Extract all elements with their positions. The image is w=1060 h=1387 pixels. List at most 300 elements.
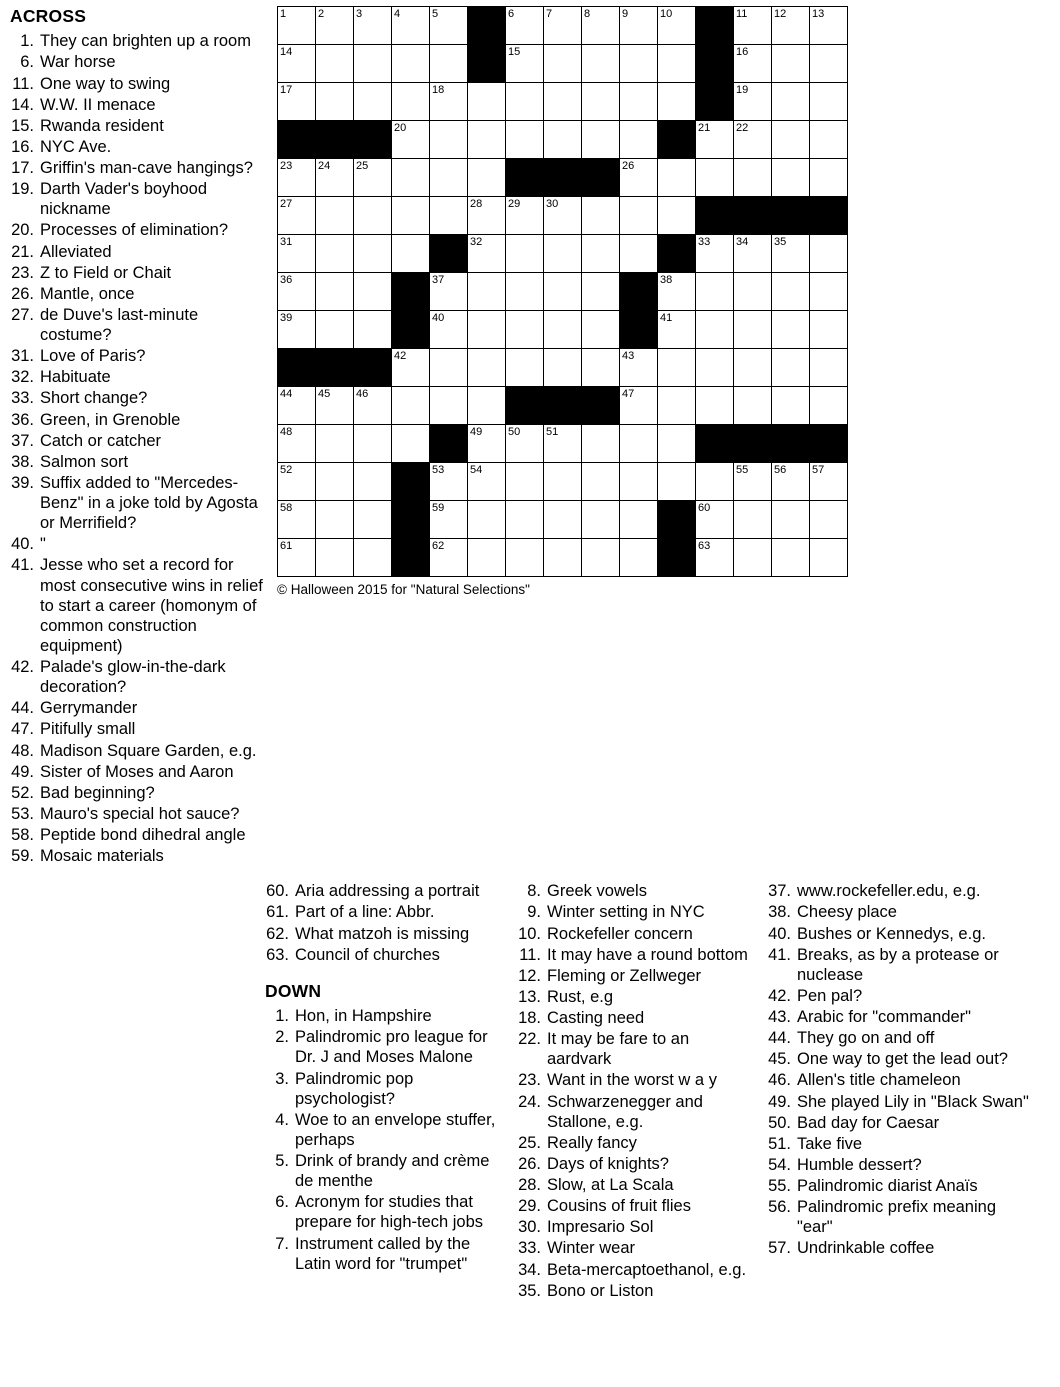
grid-cell[interactable] [316, 159, 354, 197]
clue-number: 26. [11, 284, 34, 303]
grid-cell[interactable] [696, 235, 734, 273]
grid-block-cell [430, 425, 468, 463]
grid-cell[interactable] [468, 311, 506, 349]
grid-cell[interactable] [772, 7, 810, 45]
grid-cell[interactable] [430, 539, 468, 577]
grid-cell-number: 52 [280, 464, 293, 476]
clue-item[interactable] [767, 1028, 1035, 1048]
grid-cell[interactable] [316, 501, 354, 539]
clue-item[interactable] [10, 263, 265, 283]
grid-cell[interactable] [506, 425, 544, 463]
grid-cell[interactable] [430, 463, 468, 501]
clue-item[interactable] [10, 179, 265, 219]
grid-cell[interactable] [620, 121, 658, 159]
grid-cell[interactable] [468, 501, 506, 539]
grid-cell[interactable] [696, 159, 734, 197]
grid-cell[interactable] [582, 7, 620, 45]
clue-item[interactable] [265, 1192, 503, 1232]
grid-cell[interactable] [772, 45, 810, 83]
grid-cell[interactable] [278, 501, 316, 539]
grid-cell[interactable] [392, 45, 430, 83]
clue-text: Habituate [40, 368, 111, 387]
grid-cell[interactable] [582, 45, 620, 83]
grid-cell[interactable] [392, 83, 430, 121]
grid-cell[interactable] [468, 197, 506, 235]
grid-cell[interactable] [392, 235, 430, 273]
grid-cell[interactable] [658, 311, 696, 349]
grid-cell-number: 60 [698, 502, 711, 514]
grid-cell[interactable] [582, 425, 620, 463]
clue-item[interactable] [767, 881, 1035, 901]
grid-cell[interactable] [620, 349, 658, 387]
grid-cell[interactable] [772, 463, 810, 501]
grid-cell[interactable] [430, 349, 468, 387]
grid-cell[interactable] [354, 311, 392, 349]
grid-cell[interactable] [430, 197, 468, 235]
clue-item[interactable] [265, 1027, 503, 1067]
grid-cell[interactable] [316, 539, 354, 577]
grid-cell[interactable] [772, 273, 810, 311]
clue-item[interactable] [265, 1069, 503, 1109]
grid-cell[interactable] [582, 349, 620, 387]
clue-item[interactable] [767, 1134, 1035, 1154]
grid-cell[interactable] [430, 273, 468, 311]
grid-cell[interactable] [658, 197, 696, 235]
grid-cell[interactable] [468, 159, 506, 197]
clue-item[interactable] [10, 346, 265, 366]
clue-item[interactable] [10, 388, 265, 408]
grid-cell[interactable] [468, 235, 506, 273]
grid-row [278, 83, 848, 121]
grid-cell[interactable] [316, 235, 354, 273]
grid-cell[interactable] [278, 7, 316, 45]
grid-cell[interactable] [316, 425, 354, 463]
grid-cell[interactable] [278, 463, 316, 501]
grid-cell[interactable] [696, 311, 734, 349]
clue-item[interactable] [10, 410, 265, 430]
clue-text: They can brighten up a room [40, 32, 251, 51]
grid-cell[interactable] [506, 235, 544, 273]
grid-cell[interactable] [316, 387, 354, 425]
grid-cell[interactable] [620, 7, 658, 45]
clue-item[interactable] [767, 1155, 1035, 1175]
grid-cell[interactable] [658, 425, 696, 463]
clue-item[interactable] [767, 1007, 1035, 1027]
grid-cell[interactable] [392, 121, 430, 159]
grid-cell[interactable] [430, 501, 468, 539]
clue-number: 42. [768, 986, 791, 1005]
clue-number: 27. [11, 305, 34, 324]
grid-cell[interactable] [620, 501, 658, 539]
clue-item[interactable] [517, 987, 753, 1007]
clue-item[interactable] [10, 846, 265, 866]
grid-cell[interactable] [810, 121, 848, 159]
clue-item[interactable] [517, 902, 753, 922]
clue-item[interactable] [767, 945, 1035, 985]
grid-cell[interactable] [696, 349, 734, 387]
clue-text: Rwanda resident [40, 116, 164, 135]
grid-cell[interactable] [430, 121, 468, 159]
grid-cell[interactable] [620, 83, 658, 121]
clue-item[interactable] [517, 1238, 753, 1258]
grid-cell[interactable] [392, 7, 430, 45]
grid-cell[interactable] [544, 349, 582, 387]
grid-cell[interactable] [392, 197, 430, 235]
grid-cell[interactable] [468, 425, 506, 463]
grid-cell[interactable] [772, 159, 810, 197]
clue-item[interactable] [767, 1113, 1035, 1133]
clue-item[interactable] [517, 1029, 753, 1069]
clue-item[interactable] [10, 431, 265, 451]
grid-cell[interactable] [506, 463, 544, 501]
grid-cell[interactable] [734, 7, 772, 45]
grid-cell[interactable] [772, 539, 810, 577]
grid-cell[interactable] [810, 501, 848, 539]
clue-text: Rust, e.g [547, 987, 614, 1006]
grid-cell[interactable] [734, 501, 772, 539]
grid-cell[interactable] [316, 197, 354, 235]
grid-cell[interactable] [658, 159, 696, 197]
grid-cell[interactable] [354, 425, 392, 463]
clue-item[interactable] [10, 762, 265, 782]
grid-cell[interactable] [354, 235, 392, 273]
grid-cell[interactable] [354, 159, 392, 197]
clue-item[interactable] [10, 555, 265, 656]
clue-item[interactable] [517, 1260, 753, 1280]
clue-item[interactable] [265, 945, 503, 965]
grid-cell[interactable] [506, 273, 544, 311]
grid-cell[interactable] [506, 311, 544, 349]
clue-item[interactable] [517, 924, 753, 944]
grid-cell[interactable] [772, 349, 810, 387]
clue-item[interactable] [265, 1234, 503, 1274]
clue-item[interactable] [10, 473, 265, 533]
grid-cell[interactable] [430, 311, 468, 349]
clue-item[interactable] [10, 698, 265, 718]
grid-cell-number: 10 [660, 8, 673, 20]
grid-block-cell [772, 425, 810, 463]
grid-cell[interactable] [278, 539, 316, 577]
clue-item[interactable] [767, 986, 1035, 1006]
grid-cell[interactable] [316, 273, 354, 311]
grid-cell[interactable] [658, 349, 696, 387]
grid-cell[interactable] [772, 121, 810, 159]
grid-cell[interactable] [810, 235, 848, 273]
grid-cell[interactable] [544, 45, 582, 83]
grid-cell[interactable] [468, 83, 506, 121]
clue-item[interactable] [10, 783, 265, 803]
grid-cell[interactable] [544, 539, 582, 577]
grid-cell[interactable] [392, 349, 430, 387]
grid-cell[interactable] [658, 273, 696, 311]
clue-item[interactable] [10, 74, 265, 94]
grid-cell[interactable] [354, 273, 392, 311]
clue-text: Sister of Moses and Aaron [40, 762, 234, 781]
grid-cell[interactable] [734, 121, 772, 159]
clue-number: 1. [20, 32, 34, 51]
grid-cell[interactable] [354, 7, 392, 45]
grid-cell[interactable] [354, 463, 392, 501]
clue-item[interactable] [10, 116, 265, 136]
grid-cell[interactable] [316, 7, 354, 45]
grid-cell[interactable] [468, 539, 506, 577]
grid-cell[interactable] [278, 197, 316, 235]
grid-cell[interactable] [316, 463, 354, 501]
grid-cell[interactable] [658, 7, 696, 45]
clue-item[interactable] [265, 881, 503, 901]
grid-cell[interactable] [544, 197, 582, 235]
clue-number: 29. [518, 1197, 541, 1216]
clue-item[interactable] [767, 1070, 1035, 1090]
clue-item[interactable] [10, 367, 265, 387]
clue-item[interactable] [517, 1092, 753, 1132]
grid-cell[interactable] [354, 197, 392, 235]
grid-cell[interactable] [506, 349, 544, 387]
grid-cell[interactable] [392, 387, 430, 425]
grid-cell[interactable] [696, 501, 734, 539]
grid-cell[interactable] [772, 311, 810, 349]
grid-cell[interactable] [658, 45, 696, 83]
grid-cell[interactable] [810, 45, 848, 83]
clue-item[interactable] [10, 242, 265, 262]
grid-cell[interactable] [430, 83, 468, 121]
grid-cell[interactable] [392, 425, 430, 463]
grid-cell[interactable] [734, 273, 772, 311]
clue-item[interactable] [265, 1110, 503, 1150]
grid-cell[interactable] [278, 311, 316, 349]
clue-text: Palade's glow-in-the-dark decoration? [40, 658, 226, 697]
clue-item[interactable] [10, 452, 265, 472]
grid-cell[interactable] [582, 197, 620, 235]
grid-cell[interactable] [772, 235, 810, 273]
grid-cell[interactable] [316, 311, 354, 349]
clue-item[interactable] [517, 1281, 753, 1301]
grid-cell[interactable] [734, 83, 772, 121]
grid-cell[interactable] [734, 463, 772, 501]
grid-cell[interactable] [278, 387, 316, 425]
clue-text: War horse [40, 53, 116, 72]
clue-item[interactable] [767, 1238, 1035, 1258]
clue-text: Green, in Grenoble [40, 410, 181, 429]
clue-item[interactable] [517, 1070, 753, 1090]
grid-cell[interactable] [810, 83, 848, 121]
clue-item[interactable] [265, 902, 503, 922]
clue-item[interactable] [10, 137, 265, 157]
grid-cell[interactable] [620, 45, 658, 83]
clue-item[interactable] [10, 804, 265, 824]
bottom-column-2 [265, 881, 517, 1302]
grid-cell[interactable] [620, 463, 658, 501]
clue-item[interactable] [10, 534, 265, 554]
grid-cell[interactable] [544, 425, 582, 463]
grid-cell[interactable] [278, 83, 316, 121]
grid-cell[interactable] [810, 387, 848, 425]
clue-item[interactable] [10, 825, 265, 845]
clue-text: Schwarzenegger and Stallone, e.g. [547, 1092, 703, 1131]
clue-item[interactable] [767, 1092, 1035, 1112]
clue-item[interactable] [265, 1006, 503, 1026]
grid-cell[interactable] [734, 349, 772, 387]
clue-item[interactable] [517, 966, 753, 986]
clue-item[interactable] [10, 158, 265, 178]
grid-block-cell [620, 311, 658, 349]
clue-item[interactable] [10, 284, 265, 304]
grid-cell[interactable] [620, 387, 658, 425]
grid-cell[interactable] [506, 197, 544, 235]
grid-cell[interactable] [582, 539, 620, 577]
grid-cell[interactable] [582, 463, 620, 501]
clue-item[interactable] [265, 1151, 503, 1191]
clue-item[interactable] [767, 1176, 1035, 1196]
grid-cell[interactable] [620, 235, 658, 273]
grid-cell[interactable] [278, 45, 316, 83]
grid-cell-number: 17 [280, 84, 293, 96]
clue-number: 36. [11, 410, 34, 429]
grid-cell[interactable] [544, 235, 582, 273]
clue-item[interactable] [517, 1008, 753, 1028]
clue-item[interactable] [10, 52, 265, 72]
grid-cell[interactable] [772, 501, 810, 539]
grid-block-cell [810, 425, 848, 463]
clue-number: 42. [11, 658, 34, 677]
grid-cell[interactable] [468, 121, 506, 159]
clue-number: 28. [518, 1176, 541, 1195]
clue-number: 51. [768, 1134, 791, 1153]
grid-cell[interactable] [620, 159, 658, 197]
grid-cell[interactable] [582, 121, 620, 159]
grid-cell[interactable] [810, 311, 848, 349]
grid-cell[interactable] [430, 159, 468, 197]
clue-item[interactable] [517, 1154, 753, 1174]
clue-item[interactable] [767, 924, 1035, 944]
clue-item[interactable] [10, 719, 265, 739]
grid-cell[interactable] [544, 311, 582, 349]
grid-cell[interactable] [810, 159, 848, 197]
grid-cell[interactable] [582, 501, 620, 539]
grid-cell[interactable] [354, 539, 392, 577]
grid-cell[interactable] [734, 387, 772, 425]
clue-number: 41. [11, 556, 34, 575]
grid-cell[interactable] [468, 349, 506, 387]
grid-cell[interactable] [810, 463, 848, 501]
grid-cell[interactable] [354, 387, 392, 425]
grid-cell[interactable] [430, 45, 468, 83]
grid-cell[interactable] [392, 159, 430, 197]
clue-number: 38. [768, 903, 791, 922]
grid-cell[interactable] [544, 501, 582, 539]
clue-item[interactable] [10, 95, 265, 115]
grid-cell[interactable] [316, 83, 354, 121]
grid-cell[interactable] [544, 273, 582, 311]
grid-cell-number: 33 [698, 236, 711, 248]
grid-cell[interactable] [506, 539, 544, 577]
grid-cell[interactable] [506, 83, 544, 121]
grid-cell[interactable] [734, 235, 772, 273]
grid-block-cell [696, 45, 734, 83]
grid-cell[interactable] [696, 463, 734, 501]
grid-cell[interactable] [278, 273, 316, 311]
crossword-grid[interactable] [277, 6, 848, 577]
clue-item[interactable] [517, 1196, 753, 1216]
clue-number: 9. [527, 903, 541, 922]
grid-cell[interactable] [696, 539, 734, 577]
clue-item[interactable] [517, 881, 753, 901]
grid-cell[interactable] [506, 121, 544, 159]
clue-item[interactable] [767, 902, 1035, 922]
grid-cell[interactable] [696, 273, 734, 311]
grid-cell[interactable] [658, 83, 696, 121]
grid-cell[interactable] [544, 7, 582, 45]
clue-item[interactable] [517, 1133, 753, 1153]
grid-cell[interactable] [810, 273, 848, 311]
grid-cell[interactable] [354, 45, 392, 83]
grid-cell[interactable] [582, 273, 620, 311]
clue-item[interactable] [10, 305, 265, 345]
grid-cell[interactable] [620, 539, 658, 577]
grid-cell[interactable] [506, 7, 544, 45]
grid-cell[interactable] [506, 501, 544, 539]
grid-cell[interactable] [810, 539, 848, 577]
grid-cell[interactable] [734, 311, 772, 349]
grid-cell[interactable] [772, 83, 810, 121]
grid-cell[interactable] [354, 83, 392, 121]
grid-cell[interactable] [696, 121, 734, 159]
grid-cell[interactable] [506, 45, 544, 83]
grid-cell[interactable] [468, 463, 506, 501]
clue-item[interactable] [10, 741, 265, 761]
grid-cell[interactable] [544, 83, 582, 121]
grid-cell[interactable] [734, 539, 772, 577]
grid-cell[interactable] [544, 463, 582, 501]
clue-item[interactable] [767, 1197, 1035, 1237]
grid-cell[interactable] [278, 159, 316, 197]
grid-cell[interactable] [696, 387, 734, 425]
grid-cell[interactable] [620, 425, 658, 463]
grid-cell[interactable] [582, 311, 620, 349]
clue-item[interactable] [10, 31, 265, 51]
grid-cell[interactable] [544, 121, 582, 159]
grid-cell[interactable] [278, 235, 316, 273]
grid-cell[interactable] [620, 197, 658, 235]
clue-text: Want in the worst w a y [547, 1071, 717, 1090]
grid-cell[interactable] [658, 387, 696, 425]
clue-number: 11. [519, 945, 541, 964]
clue-item[interactable] [265, 924, 503, 944]
grid-cell[interactable] [810, 349, 848, 387]
grid-cell[interactable] [582, 83, 620, 121]
grid-cell[interactable] [734, 159, 772, 197]
grid-cell[interactable] [658, 463, 696, 501]
clue-item[interactable] [517, 1217, 753, 1237]
grid-cell[interactable] [810, 7, 848, 45]
grid-cell[interactable] [278, 425, 316, 463]
grid-cell[interactable] [430, 7, 468, 45]
clue-item[interactable] [517, 945, 753, 965]
grid-cell[interactable] [316, 45, 354, 83]
clue-item[interactable] [10, 657, 265, 697]
down-clue-list-3 [767, 881, 1035, 1258]
grid-cell[interactable] [468, 387, 506, 425]
clue-item[interactable] [10, 220, 265, 240]
clue-item[interactable] [517, 1175, 753, 1195]
clue-item[interactable] [767, 1049, 1035, 1069]
grid-cell[interactable] [468, 273, 506, 311]
grid-cell[interactable] [582, 235, 620, 273]
grid-cell[interactable] [354, 501, 392, 539]
grid-cell[interactable] [430, 387, 468, 425]
grid-cell[interactable] [772, 387, 810, 425]
grid-cell[interactable] [734, 45, 772, 83]
